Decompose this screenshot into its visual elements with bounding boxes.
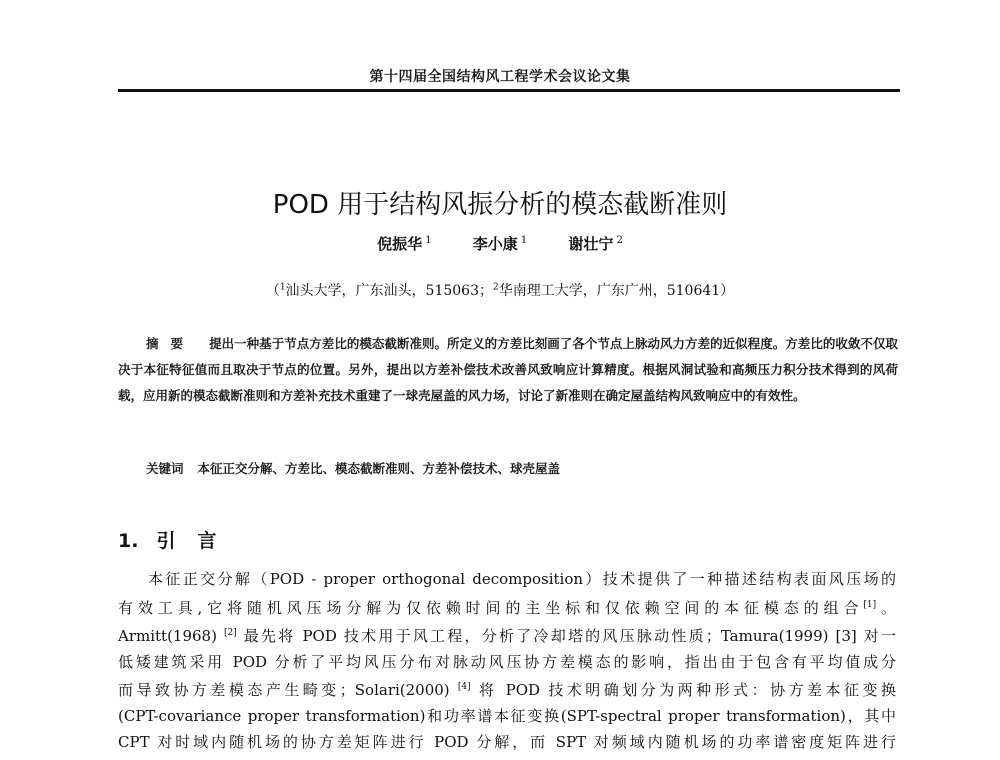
- keywords-label: 关键词: [146, 461, 184, 476]
- paren-open: （: [265, 283, 280, 299]
- text-line: [118, 730, 896, 756]
- text-span: CPT 对时域内随机场的协方差矩阵进行 POD 分解，而 SPT 对频域内随机场的功率谱密度矩阵进行: [118, 732, 896, 751]
- text-span: 低矮建筑采用 POD 分析了平均风压分布对脉动风压协方差模态的影响，指出由于包含有平均值成分: [118, 652, 896, 671]
- text-span: (CPT-covariance proper transformation)和功率谱本征变换(SPT-spectral proper transformation)，其中: [118, 706, 896, 725]
- affiliation-mark: 1: [279, 282, 286, 293]
- section-heading: [118, 526, 216, 553]
- text-span: Armitt(1968): [118, 627, 217, 646]
- affiliation-mark: 2: [616, 235, 623, 246]
- text-line: [118, 704, 896, 730]
- author-list: [0, 233, 1000, 254]
- keywords-text: 本征正交分解、方差比、模态截断准则、方差补偿技术、球壳屋盖: [197, 461, 561, 476]
- affiliation-mark: 2: [493, 282, 499, 293]
- keywords: [146, 459, 560, 477]
- text-span: 。: [876, 598, 896, 617]
- author: [473, 233, 527, 254]
- abstract-text: 提出一种基于节点方差比的模态截断准则。所定义的方差比刻画了各个节点上脉动风力方差的近似程度。方差比的收敛不仅取决于本征特征值而且取决于节点的位置。另外，提出以方差补偿技术改善风致响应计算精度。根据风洞试验和高频压力积分技术得到的风荷载，应用新的模态截断准则和方差补充技术重建了一球壳屋盖的风力场，讨论了新准则在确定屋盖结构风致响应中的有效性。: [118, 336, 898, 403]
- text-line: [118, 593, 896, 622]
- citation-ref: [2]: [223, 628, 237, 639]
- paper-title: POD 用于结构风振分析的模态截断准则: [272, 190, 728, 220]
- author: [568, 233, 622, 254]
- text-span: 将 POD 技术明确划分为两种形式：协方差本征变换: [470, 681, 896, 700]
- author-name: 倪振华: [377, 235, 423, 253]
- affiliation-2: 华南理工大学，广东广州，510641）: [498, 283, 735, 299]
- author-name: 谢壮宁: [568, 235, 614, 253]
- header-rule: [118, 89, 900, 92]
- section-title: 言: [197, 530, 217, 552]
- author: [377, 233, 431, 254]
- text-line: [118, 567, 896, 593]
- text-span: 本征正交分解（POD - proper orthogonal decomposition）技术提供了一种描述结构表面风压场的: [148, 570, 896, 588]
- section-title: 引: [156, 530, 176, 552]
- running-header: 第十四届全国结构风工程学术会议论文集: [369, 69, 631, 85]
- affiliation-1: 汕头大学，广东汕头，515063；: [285, 283, 493, 299]
- affiliations: [0, 280, 1000, 300]
- citation-ref: [4]: [457, 682, 471, 693]
- text-line: [118, 650, 896, 676]
- text-span: 而导致协方差模态产生畸变；Solari(2000): [118, 681, 450, 700]
- citation-ref: [1]: [863, 599, 877, 610]
- abstract-label: 摘要: [146, 336, 196, 351]
- text-line: [118, 675, 896, 704]
- section-number: 1.: [118, 530, 139, 552]
- affiliation-mark: 1: [425, 235, 432, 246]
- affiliation-mark: 1: [520, 235, 528, 246]
- abstract: [118, 331, 898, 409]
- text-line: [118, 621, 896, 650]
- body-paragraph: [118, 567, 896, 755]
- text-span: 最先将 POD 技术用于风工程，分析了冷却塔的风压脉动性质；Tamura(1999) [3] 对一: [236, 627, 896, 646]
- text-span: 有效工具,它将随机风压场分解为仅依赖时间的主坐标和仅依赖空间的本征模态的组合: [118, 598, 864, 617]
- author-name: 李小康: [472, 235, 518, 253]
